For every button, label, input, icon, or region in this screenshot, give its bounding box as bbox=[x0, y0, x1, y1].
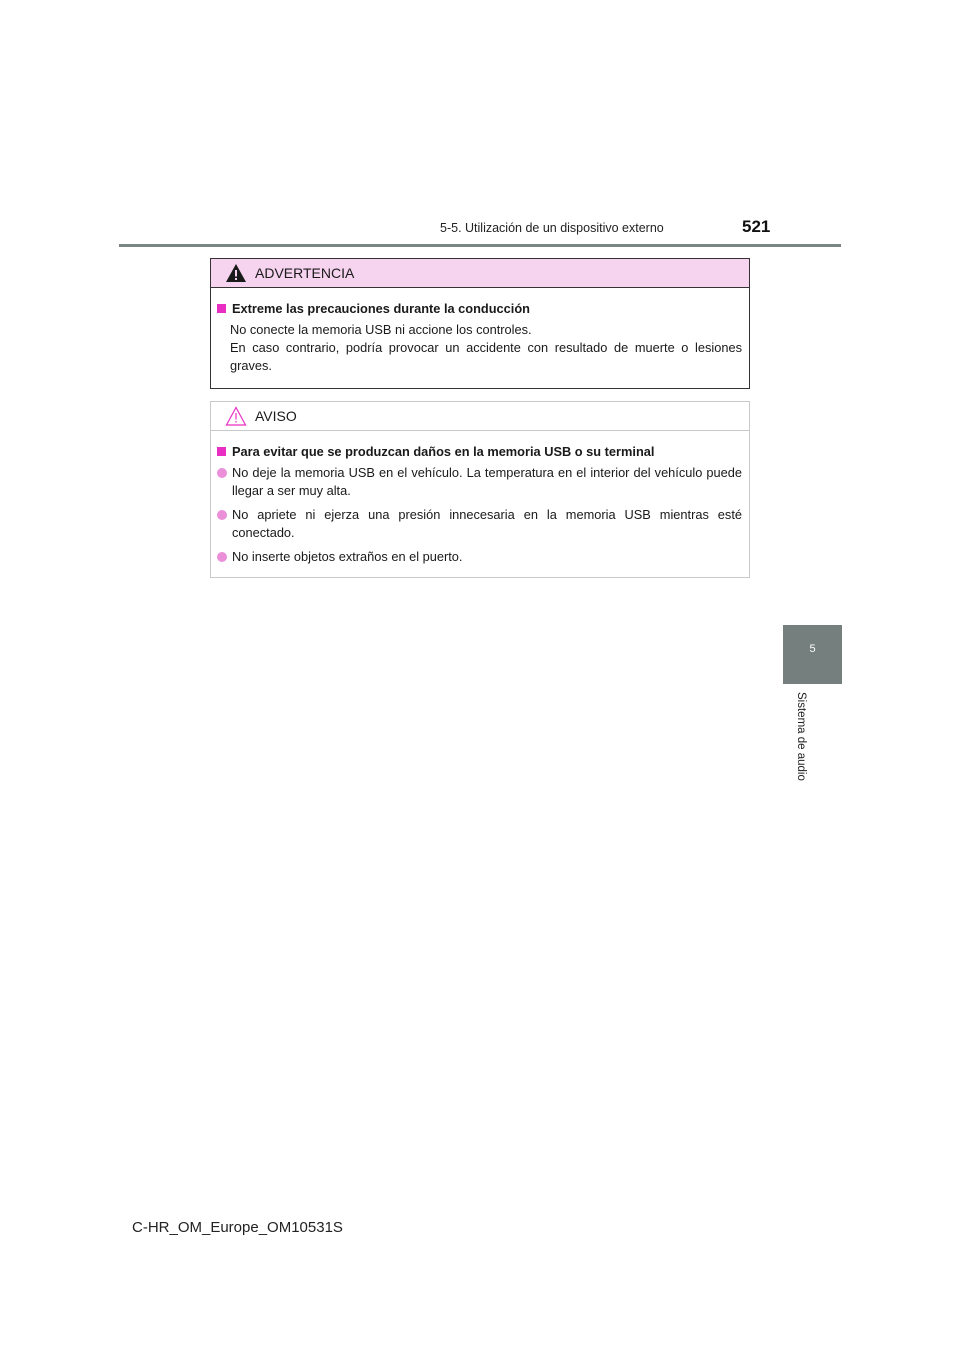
caution-bullet bbox=[217, 506, 742, 542]
warning-subhead-text: Extreme las precauciones durante la conducción bbox=[232, 301, 530, 316]
warning-body bbox=[211, 288, 749, 375]
warning-subhead bbox=[217, 300, 742, 318]
caution-subhead bbox=[217, 443, 742, 461]
warning-box bbox=[210, 258, 750, 389]
caution-bullet-text: No deje la memoria USB en el vehículo. La temperatura en el interior del vehículo puede llegar a ser muy alta. bbox=[232, 465, 742, 498]
chapter-label: Sistema de audio bbox=[795, 692, 807, 781]
square-bullet-icon bbox=[217, 304, 226, 313]
caution-bullet-text: No inserte objetos extraños en el puerto. bbox=[232, 549, 463, 564]
round-bullet-icon bbox=[217, 510, 227, 520]
caution-body bbox=[211, 431, 749, 566]
square-bullet-icon bbox=[217, 447, 226, 456]
caution-subhead-text: Para evitar que se produzcan daños en la memoria USB o su terminal bbox=[232, 444, 655, 459]
round-bullet-icon bbox=[217, 468, 227, 478]
caution-bullet-text: No apriete ni ejerza una presión innecesaria en la memoria USB mientras esté conectado. bbox=[232, 507, 742, 540]
caution-box bbox=[210, 401, 750, 578]
chapter-tab bbox=[783, 625, 842, 684]
page-number: 521 bbox=[742, 217, 771, 236]
header-rule bbox=[119, 244, 841, 247]
round-bullet-icon bbox=[217, 552, 227, 562]
header-section-title: 5-5. Utilización de un dispositivo externo bbox=[440, 221, 664, 235]
caution-triangle-icon bbox=[225, 406, 247, 426]
caution-header bbox=[211, 402, 749, 431]
caution-bullet bbox=[217, 464, 742, 500]
warning-title: ADVERTENCIA bbox=[255, 265, 355, 281]
warning-text-line2: En caso contrario, podría provocar un accidente con resultado de muerte o lesiones graves. bbox=[230, 340, 742, 373]
footer-doc-code: C-HR_OM_Europe_OM10531S bbox=[132, 1219, 343, 1236]
chapter-number: 5 bbox=[809, 643, 816, 655]
warning-triangle-icon bbox=[225, 263, 247, 283]
caution-title: AVISO bbox=[255, 408, 297, 424]
caution-bullet bbox=[217, 548, 742, 566]
warning-text-line1: No conecte la memoria USB ni accione los controles. bbox=[230, 322, 532, 337]
warning-header bbox=[211, 259, 749, 288]
